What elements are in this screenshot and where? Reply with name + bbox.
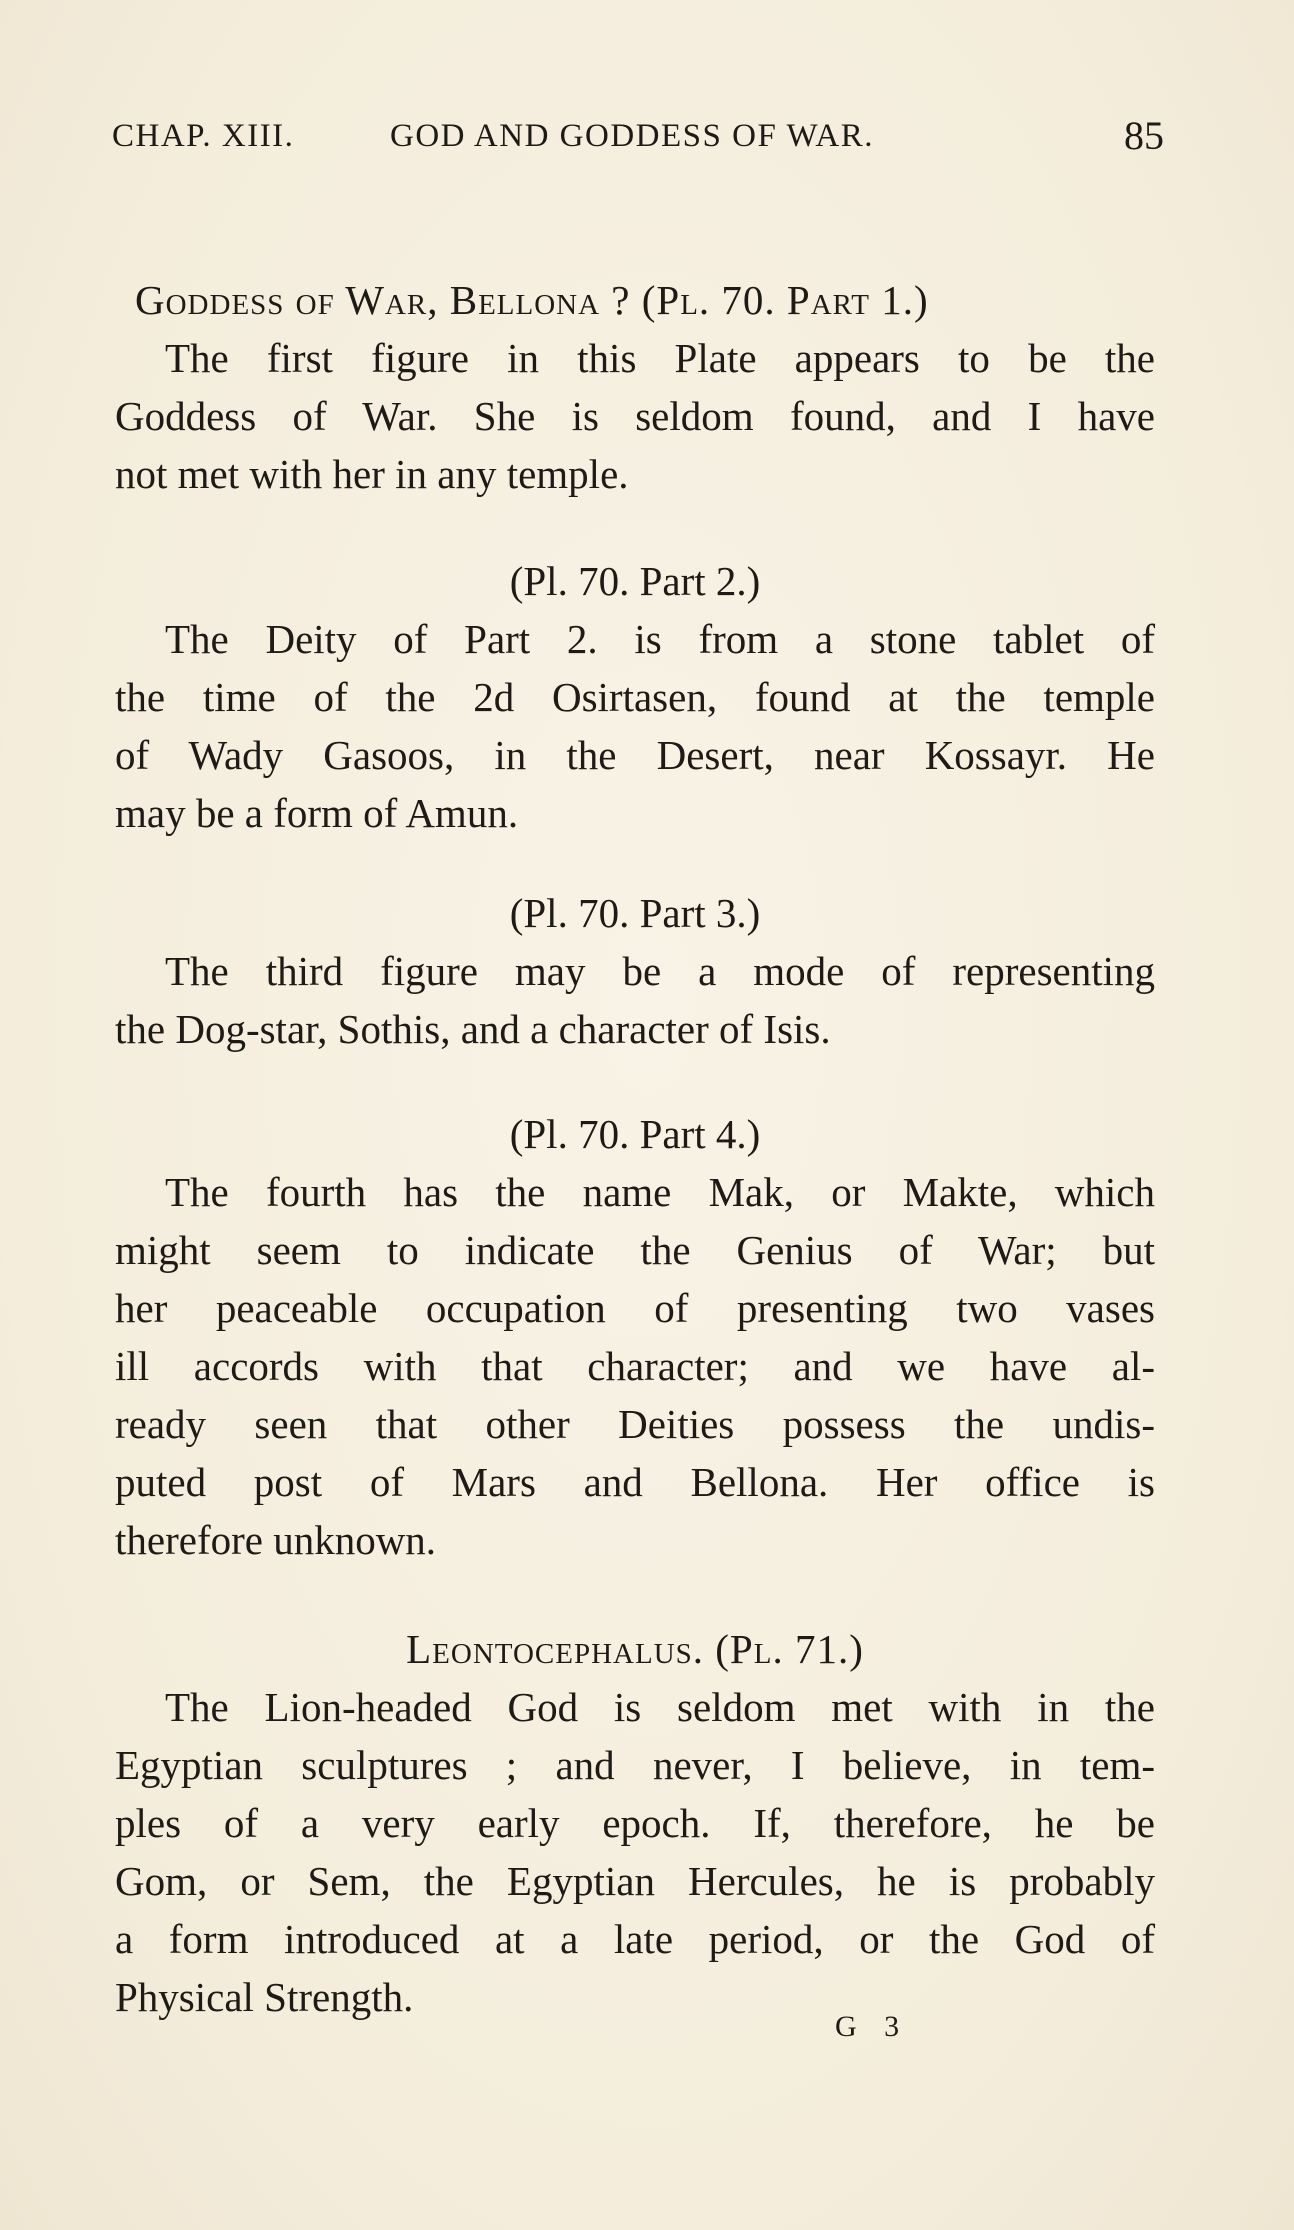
paragraph-line: ready seen that other Deities possess the undis- xyxy=(115,1401,1155,1447)
paragraph-line: ill accords with that character; and we have al- xyxy=(115,1343,1155,1389)
paragraph-line: Egyptian sculptures ; and never, I believe, in tem- xyxy=(115,1742,1155,1788)
paragraph-line: of Wady Gasoos, in the Desert, near Kossayr. He xyxy=(115,732,1155,778)
page-number: 85 xyxy=(1124,113,1164,158)
section-heading-goddess-of-war: Goddess of War, Bellona ? (Pl. 70. Part 1.) xyxy=(135,277,929,323)
paragraph-line: a form introduced at a late period, or the God of xyxy=(115,1916,1155,1962)
paragraph-line: The Deity of Part 2. is from a stone tablet of xyxy=(165,616,1155,662)
paragraph-line: The fourth has the name Mak, or Makte, which xyxy=(165,1169,1155,1215)
paragraph-line: her peaceable occupation of presenting two vases xyxy=(115,1285,1155,1331)
running-header xyxy=(112,113,1164,164)
paragraph-line: the Dog-star, Sothis, and a character of Isis. xyxy=(115,1006,831,1052)
paragraph-line: Goddess of War. She is seldom found, and I have xyxy=(115,393,1155,439)
signature-mark: G 3 xyxy=(835,2010,910,2043)
paragraph-line: Physical Strength. xyxy=(115,1974,414,2020)
paragraph-line: The first figure in this Plate appears to be the xyxy=(165,335,1155,381)
section-heading-leontocephalus: Leontocephalus. (Pl. 71.) xyxy=(406,1626,864,1672)
paragraph-line: the time of the 2d Osirtasen, found at the temple xyxy=(115,674,1155,720)
paragraph-line: may be a form of Amun. xyxy=(115,790,519,836)
running-title: GOD AND GODDESS OF WAR. xyxy=(390,118,875,154)
paragraph-line: ples of a very early epoch. If, therefore, he be xyxy=(115,1800,1155,1846)
paragraph-line: not met with her in any temple. xyxy=(115,451,629,497)
chapter-label: CHAP. XIII. xyxy=(112,118,295,154)
paragraph-line: Gom, or Sem, the Egyptian Hercules, he is probably xyxy=(115,1858,1155,1904)
paragraph-line: might seem to indicate the Genius of War; but xyxy=(115,1227,1155,1273)
section-heading-part-4: (Pl. 70. Part 4.) xyxy=(509,1111,761,1157)
section-heading-part-3: (Pl. 70. Part 3.) xyxy=(509,890,761,936)
paragraph-line: therefore unknown. xyxy=(115,1517,437,1563)
paragraph-line: The third figure may be a mode of representing xyxy=(165,948,1155,994)
section-heading-part-2: (Pl. 70. Part 2.) xyxy=(509,558,761,604)
paragraph-line: The Lion-headed God is seldom met with in the xyxy=(165,1684,1155,1730)
paragraph-line: puted post of Mars and Bellona. Her office is xyxy=(115,1459,1155,1505)
